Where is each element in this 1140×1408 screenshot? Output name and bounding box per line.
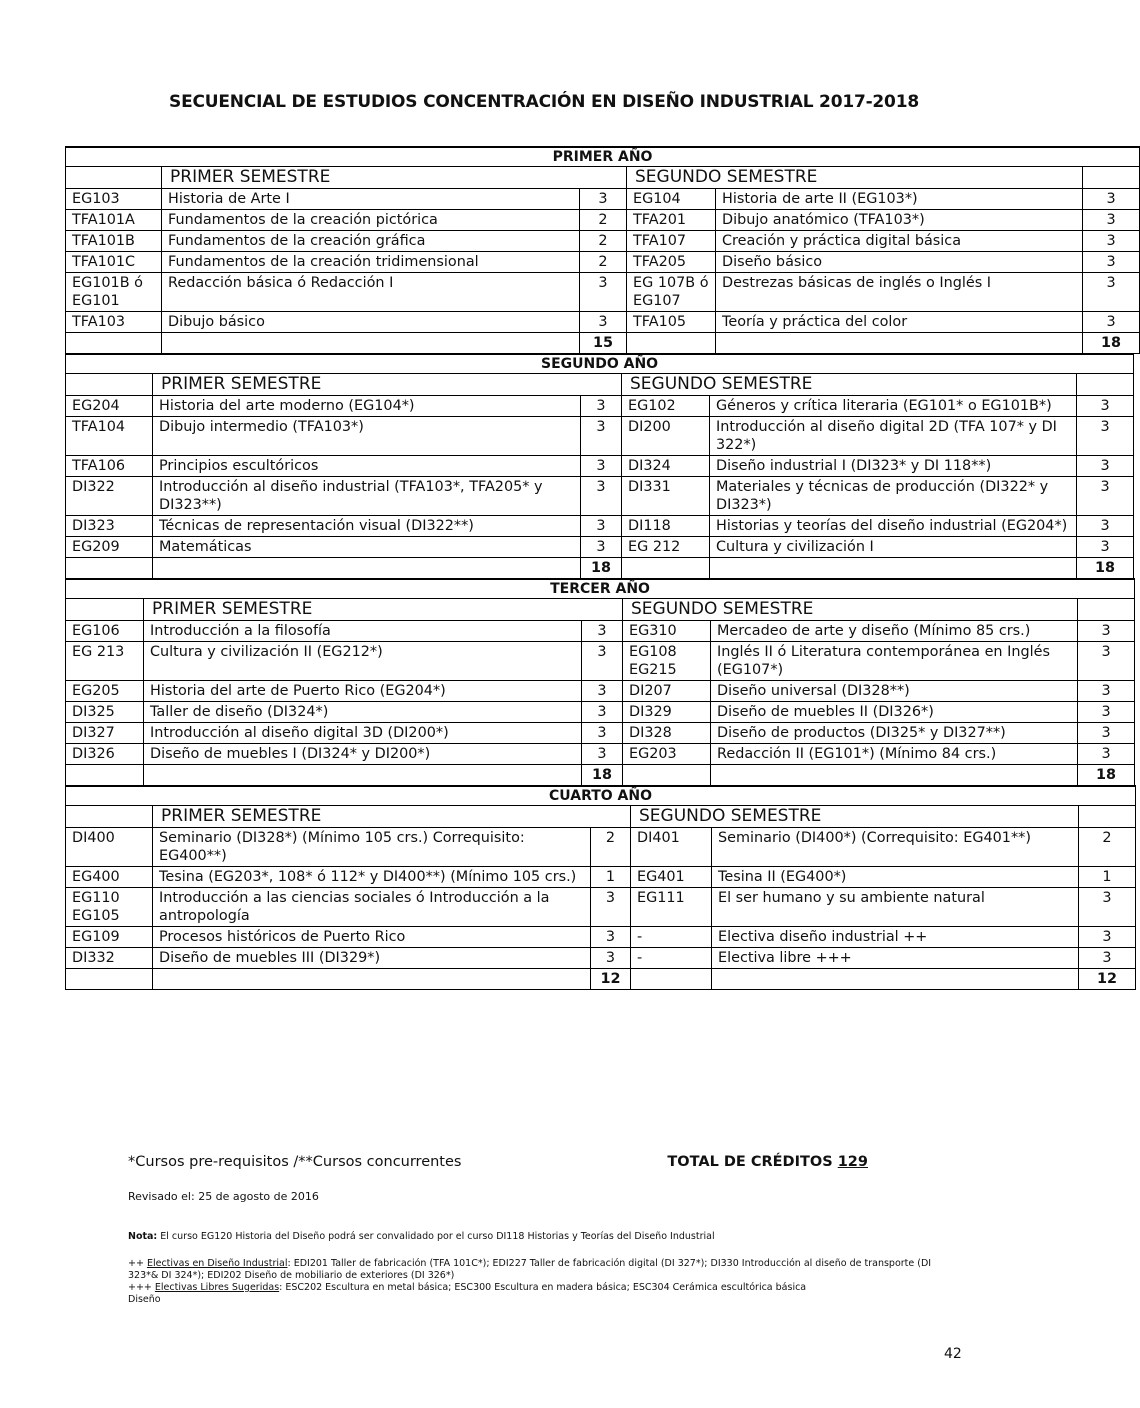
- course-name-1: Historia del arte de Puerto Rico (EG204*): [144, 681, 582, 702]
- year-heading: CUARTO AÑO: [66, 786, 1136, 806]
- course-name-2: Electiva libre +++: [712, 948, 1079, 969]
- first-semester-label: PRIMER SEMESTRE: [162, 167, 627, 189]
- prereq-legend: *Cursos pre-requisitos /**Cursos concurrentes: [128, 1154, 462, 1170]
- course-name-1: Procesos históricos de Puerto Rico: [153, 927, 591, 948]
- semester-total-1: 12: [591, 969, 631, 990]
- electives-free-prefix: +++: [128, 1282, 155, 1293]
- course-credits-1: 3: [591, 948, 631, 969]
- course-credits-1: 3: [591, 927, 631, 948]
- course-code-2: EG401: [631, 867, 712, 888]
- electives-free-text: : ESC202 Escultura en metal básica; ESC300 Escultura en madera básica; ESC304 Cerámica escultórica básica: [279, 1282, 807, 1293]
- course-credits-1: 3: [582, 702, 623, 723]
- course-code-1: EG 213: [66, 642, 144, 681]
- course-code-2: EG111: [631, 888, 712, 927]
- course-code-2: -: [631, 948, 712, 969]
- course-name-2: Diseño de productos (DI325* y DI327**): [711, 723, 1078, 744]
- course-credits-2: 3: [1077, 396, 1134, 417]
- course-code-1: EG209: [66, 537, 153, 558]
- empty-cell: [66, 167, 162, 189]
- course-code-2: DI324: [622, 456, 710, 477]
- note: [128, 1231, 958, 1242]
- course-row: [66, 516, 1134, 537]
- empty-cell: [66, 969, 153, 990]
- course-code-2: TFA105: [627, 312, 716, 333]
- course-credits-1: 3: [582, 642, 623, 681]
- course-credits-1: 3: [581, 456, 622, 477]
- course-row: [66, 828, 1136, 867]
- course-name-2: Historias y teorías del diseño industrial (EG204*): [710, 516, 1077, 537]
- course-code-2: EG102: [622, 396, 710, 417]
- first-semester-label: PRIMER SEMESTRE: [144, 599, 623, 621]
- empty-cell: [1078, 599, 1135, 621]
- course-code-2: TFA107: [627, 231, 716, 252]
- course-name-1: Matemáticas: [153, 537, 581, 558]
- course-code-1: EG205: [66, 681, 144, 702]
- curriculum-table: [65, 146, 1122, 990]
- semester-heading-row: [66, 374, 1134, 396]
- course-name-1: Dibujo básico: [162, 312, 580, 333]
- course-credits-1: 3: [580, 189, 627, 210]
- course-code-1: EG204: [66, 396, 153, 417]
- course-code-2: EG104: [627, 189, 716, 210]
- page-title: SECUENCIAL DE ESTUDIOS CONCENTRACIÓN EN DISEÑO INDUSTRIAL 2017-2018: [169, 92, 919, 112]
- course-row: [66, 456, 1134, 477]
- year-heading: TERCER AÑO: [66, 579, 1135, 599]
- course-name-2: Materiales y técnicas de producción (DI322* y DI323*): [710, 477, 1077, 516]
- course-credits-1: 3: [582, 744, 623, 765]
- empty-cell: [66, 599, 144, 621]
- course-name-2: Géneros y crítica literaria (EG101* o EG101B*): [710, 396, 1077, 417]
- course-name-2: Tesina II (EG400*): [712, 867, 1079, 888]
- course-name-2: Diseño básico: [716, 252, 1083, 273]
- empty-cell: [627, 333, 716, 354]
- course-code-2: TFA205: [627, 252, 716, 273]
- course-credits-2: 3: [1078, 681, 1135, 702]
- course-name-2: Introducción al diseño digital 2D (TFA 107* y DI 322*): [710, 417, 1077, 456]
- electives-di-label: Electivas en Diseño Industrial: [146, 1258, 288, 1269]
- total-credits-value: 129: [837, 1154, 868, 1170]
- empty-cell: [66, 558, 153, 579]
- course-code-2: EG203: [623, 744, 711, 765]
- course-name-1: Historia del arte moderno (EG104*): [153, 396, 581, 417]
- course-code-2: EG 212: [622, 537, 710, 558]
- course-name-1: Redacción básica ó Redacción I: [162, 273, 580, 312]
- year-heading-row: [66, 147, 1140, 167]
- total-row: [66, 558, 1134, 579]
- course-row: [66, 189, 1140, 210]
- course-code-1: TFA101A: [66, 210, 162, 231]
- course-credits-1: 3: [581, 417, 622, 456]
- total-row: [66, 333, 1140, 354]
- course-credits-2: 3: [1083, 252, 1140, 273]
- year-heading: PRIMER AÑO: [66, 147, 1140, 167]
- course-credits-2: 3: [1077, 537, 1134, 558]
- course-credits-2: 3: [1079, 927, 1136, 948]
- course-credits-1: 1: [591, 867, 631, 888]
- course-row: [66, 744, 1135, 765]
- note-label: Nota:: [128, 1231, 158, 1242]
- semester-total-1: 15: [580, 333, 627, 354]
- first-semester-label: PRIMER SEMESTRE: [153, 374, 622, 396]
- course-credits-2: 3: [1078, 744, 1135, 765]
- empty-cell: [66, 374, 153, 396]
- course-code-2: DI207: [623, 681, 711, 702]
- course-code-2: EG 107B ó EG107: [627, 273, 716, 312]
- course-name-1: Cultura y civilización II (EG212*): [144, 642, 582, 681]
- course-name-2: Historia de arte II (EG103*): [716, 189, 1083, 210]
- course-credits-2: 3: [1077, 477, 1134, 516]
- course-code-1: TFA104: [66, 417, 153, 456]
- total-credits-label: TOTAL DE CRÉDITOS: [667, 1154, 833, 1170]
- course-credits-1: 2: [591, 828, 631, 867]
- course-credits-2: 3: [1077, 516, 1134, 537]
- electives-free: [128, 1282, 958, 1294]
- course-credits-1: 3: [582, 681, 623, 702]
- course-name-1: Diseño de muebles I (DI324* y DI200*): [144, 744, 582, 765]
- course-code-1: EG400: [66, 867, 153, 888]
- course-credits-2: 3: [1083, 312, 1140, 333]
- course-code-2: DI331: [622, 477, 710, 516]
- course-row: [66, 396, 1134, 417]
- electives-di-prefix: ++: [128, 1258, 147, 1269]
- semester-heading-row: [66, 806, 1136, 828]
- revision-date: Revisado el: 25 de agosto de 2016: [128, 1190, 319, 1203]
- note-text: El curso EG120 Historia del Diseño podrá ser convalidado por el curso DI118 Historias y Teorías del Diseño Industrial: [157, 1231, 715, 1242]
- course-code-1: EG110 EG105: [66, 888, 153, 927]
- course-name-1: Técnicas de representación visual (DI322**): [153, 516, 581, 537]
- course-credits-1: 3: [581, 477, 622, 516]
- page-number: 42: [944, 1346, 962, 1362]
- course-row: [66, 312, 1140, 333]
- course-credits-2: 3: [1083, 189, 1140, 210]
- second-semester-label: SEGUNDO SEMESTRE: [623, 599, 1078, 621]
- course-row: [66, 273, 1140, 312]
- empty-cell: [1079, 806, 1136, 828]
- course-name-2: Diseño universal (DI328**): [711, 681, 1078, 702]
- year-heading-row: [66, 354, 1134, 374]
- course-row: [66, 477, 1134, 516]
- course-name-1: Fundamentos de la creación tridimensional: [162, 252, 580, 273]
- course-code-1: DI400: [66, 828, 153, 867]
- second-semester-label: SEGUNDO SEMESTRE: [622, 374, 1077, 396]
- empty-cell: [631, 969, 712, 990]
- course-name-1: Introducción al diseño digital 3D (DI200*): [144, 723, 582, 744]
- course-name-2: Diseño de muebles II (DI326*): [711, 702, 1078, 723]
- empty-cell: [710, 558, 1077, 579]
- course-credits-1: 2: [580, 210, 627, 231]
- course-code-1: TFA106: [66, 456, 153, 477]
- course-name-2: Electiva diseño industrial ++: [712, 927, 1079, 948]
- course-code-1: EG109: [66, 927, 153, 948]
- total-row: [66, 969, 1136, 990]
- course-credits-1: 3: [582, 621, 623, 642]
- course-code-1: TFA101B: [66, 231, 162, 252]
- course-name-2: Dibujo anatómico (TFA103*): [716, 210, 1083, 231]
- course-row: [66, 702, 1135, 723]
- empty-cell: [66, 333, 162, 354]
- course-name-1: Introducción al diseño industrial (TFA103*, TFA205* y DI323**): [153, 477, 581, 516]
- course-code-1: EG103: [66, 189, 162, 210]
- course-name-1: Introducción a las ciencias sociales ó Introducción a la antropología: [153, 888, 591, 927]
- course-code-2: DI401: [631, 828, 712, 867]
- total-row: [66, 765, 1135, 786]
- course-code-2: DI329: [623, 702, 711, 723]
- course-name-2: Seminario (DI400*) (Correquisito: EG401**): [712, 828, 1079, 867]
- course-code-2: EG108 EG215: [623, 642, 711, 681]
- course-code-1: TFA103: [66, 312, 162, 333]
- course-name-1: Introducción a la filosofía: [144, 621, 582, 642]
- electives: [128, 1258, 958, 1306]
- course-code-2: DI328: [623, 723, 711, 744]
- course-name-1: Principios escultóricos: [153, 456, 581, 477]
- electives-diseno: Diseño: [128, 1294, 161, 1305]
- course-code-1: EG106: [66, 621, 144, 642]
- second-semester-label: SEGUNDO SEMESTRE: [627, 167, 1083, 189]
- course-credits-2: 2: [1079, 828, 1136, 867]
- semester-total-2: 18: [1083, 333, 1140, 354]
- course-code-1: DI322: [66, 477, 153, 516]
- course-name-2: Diseño industrial I (DI323* y DI 118**): [710, 456, 1077, 477]
- course-code-1: EG101B ó EG101: [66, 273, 162, 312]
- course-credits-2: 3: [1077, 456, 1134, 477]
- year-heading-row: [66, 786, 1136, 806]
- course-credits-1: 2: [580, 252, 627, 273]
- course-row: [66, 681, 1135, 702]
- semester-total-1: 18: [581, 558, 622, 579]
- course-name-1: Dibujo intermedio (TFA103*): [153, 417, 581, 456]
- course-code-2: TFA201: [627, 210, 716, 231]
- empty-cell: [712, 969, 1079, 990]
- course-credits-1: 3: [581, 516, 622, 537]
- course-name-1: Fundamentos de la creación pictórica: [162, 210, 580, 231]
- empty-cell: [622, 558, 710, 579]
- total-credits: [667, 1154, 868, 1170]
- course-code-2: EG310: [623, 621, 711, 642]
- first-semester-label: PRIMER SEMESTRE: [153, 806, 631, 828]
- course-credits-2: 3: [1078, 642, 1135, 681]
- course-credits-2: 3: [1079, 888, 1136, 927]
- course-credits-1: 3: [591, 888, 631, 927]
- electives-di: [128, 1258, 958, 1282]
- course-row: [66, 723, 1135, 744]
- year-heading-row: [66, 579, 1135, 599]
- course-name-1: Historia de Arte I: [162, 189, 580, 210]
- course-name-2: Teoría y práctica del color: [716, 312, 1083, 333]
- empty-cell: [66, 765, 144, 786]
- year-heading: SEGUNDO AÑO: [66, 354, 1134, 374]
- course-credits-2: 3: [1078, 723, 1135, 744]
- second-semester-label: SEGUNDO SEMESTRE: [631, 806, 1079, 828]
- course-credits-1: 3: [581, 537, 622, 558]
- course-credits-2: 3: [1083, 231, 1140, 252]
- course-credits-2: 3: [1077, 417, 1134, 456]
- course-credits-1: 3: [580, 273, 627, 312]
- empty-cell: [162, 333, 580, 354]
- course-credits-1: 3: [581, 396, 622, 417]
- course-row: [66, 537, 1134, 558]
- course-name-2: El ser humano y su ambiente natural: [712, 888, 1079, 927]
- electives-free-label: Electivas Libres Sugeridas: [154, 1282, 280, 1293]
- course-code-1: DI327: [66, 723, 144, 744]
- course-code-1: DI326: [66, 744, 144, 765]
- year-table: [65, 146, 1140, 354]
- course-name-1: Diseño de muebles III (DI329*): [153, 948, 591, 969]
- course-name-1: Taller de diseño (DI324*): [144, 702, 582, 723]
- course-name-1: Fundamentos de la creación gráfica: [162, 231, 580, 252]
- course-row: [66, 867, 1136, 888]
- semester-heading-row: [66, 599, 1135, 621]
- course-code-1: TFA101C: [66, 252, 162, 273]
- course-name-2: Inglés II ó Literatura contemporánea en Inglés (EG107*): [711, 642, 1078, 681]
- semester-total-2: 12: [1079, 969, 1136, 990]
- course-credits-2: 3: [1079, 948, 1136, 969]
- year-table: [65, 578, 1135, 786]
- empty-cell: [1083, 167, 1140, 189]
- empty-cell: [144, 765, 582, 786]
- course-credits-1: 3: [580, 312, 627, 333]
- course-row: [66, 642, 1135, 681]
- course-row: [66, 210, 1140, 231]
- course-credits-2: 3: [1083, 273, 1140, 312]
- course-code-1: DI323: [66, 516, 153, 537]
- course-row: [66, 621, 1135, 642]
- course-row: [66, 252, 1140, 273]
- course-credits-2: 3: [1078, 621, 1135, 642]
- course-row: [66, 888, 1136, 927]
- course-name-2: Creación y práctica digital básica: [716, 231, 1083, 252]
- semester-total-2: 18: [1077, 558, 1134, 579]
- course-name-2: Destrezas básicas de inglés o Inglés I: [716, 273, 1083, 312]
- year-table: [65, 785, 1136, 990]
- footnotes: [128, 1154, 988, 1170]
- course-row: [66, 948, 1136, 969]
- semester-total-2: 18: [1078, 765, 1135, 786]
- empty-cell: [711, 765, 1078, 786]
- course-code-1: DI332: [66, 948, 153, 969]
- empty-cell: [153, 969, 591, 990]
- course-code-2: -: [631, 927, 712, 948]
- semester-heading-row: [66, 167, 1140, 189]
- course-name-2: Cultura y civilización I: [710, 537, 1077, 558]
- empty-cell: [623, 765, 711, 786]
- course-code-1: DI325: [66, 702, 144, 723]
- electives-di-text: : EDI201 Taller de fabricación (TFA 101C*); EDI227 Taller de fabricación digital (DI 327*); DI330 Introducción al diseño de transporte (DI 323*& DI 324*); EDI202 Diseño de mobiliario de exteriores (DI 326*): [128, 1258, 932, 1281]
- course-credits-1: 2: [580, 231, 627, 252]
- course-name-1: Tesina (EG203*, 108* ó 112* y DI400**) (Mínimo 105 crs.): [153, 867, 591, 888]
- course-credits-2: 3: [1078, 702, 1135, 723]
- course-name-2: Mercadeo de arte y diseño (Mínimo 85 crs.): [711, 621, 1078, 642]
- empty-cell: [716, 333, 1083, 354]
- course-credits-2: 3: [1083, 210, 1140, 231]
- year-table: [65, 353, 1134, 579]
- course-credits-1: 3: [582, 723, 623, 744]
- course-code-2: DI118: [622, 516, 710, 537]
- course-row: [66, 231, 1140, 252]
- course-credits-2: 1: [1079, 867, 1136, 888]
- course-code-2: DI200: [622, 417, 710, 456]
- course-row: [66, 417, 1134, 456]
- semester-total-1: 18: [582, 765, 623, 786]
- course-name-1: Seminario (DI328*) (Mínimo 105 crs.) Correquisito: EG400**): [153, 828, 591, 867]
- empty-cell: [66, 806, 153, 828]
- empty-cell: [1077, 374, 1134, 396]
- course-row: [66, 927, 1136, 948]
- empty-cell: [153, 558, 581, 579]
- course-name-2: Redacción II (EG101*) (Mínimo 84 crs.): [711, 744, 1078, 765]
